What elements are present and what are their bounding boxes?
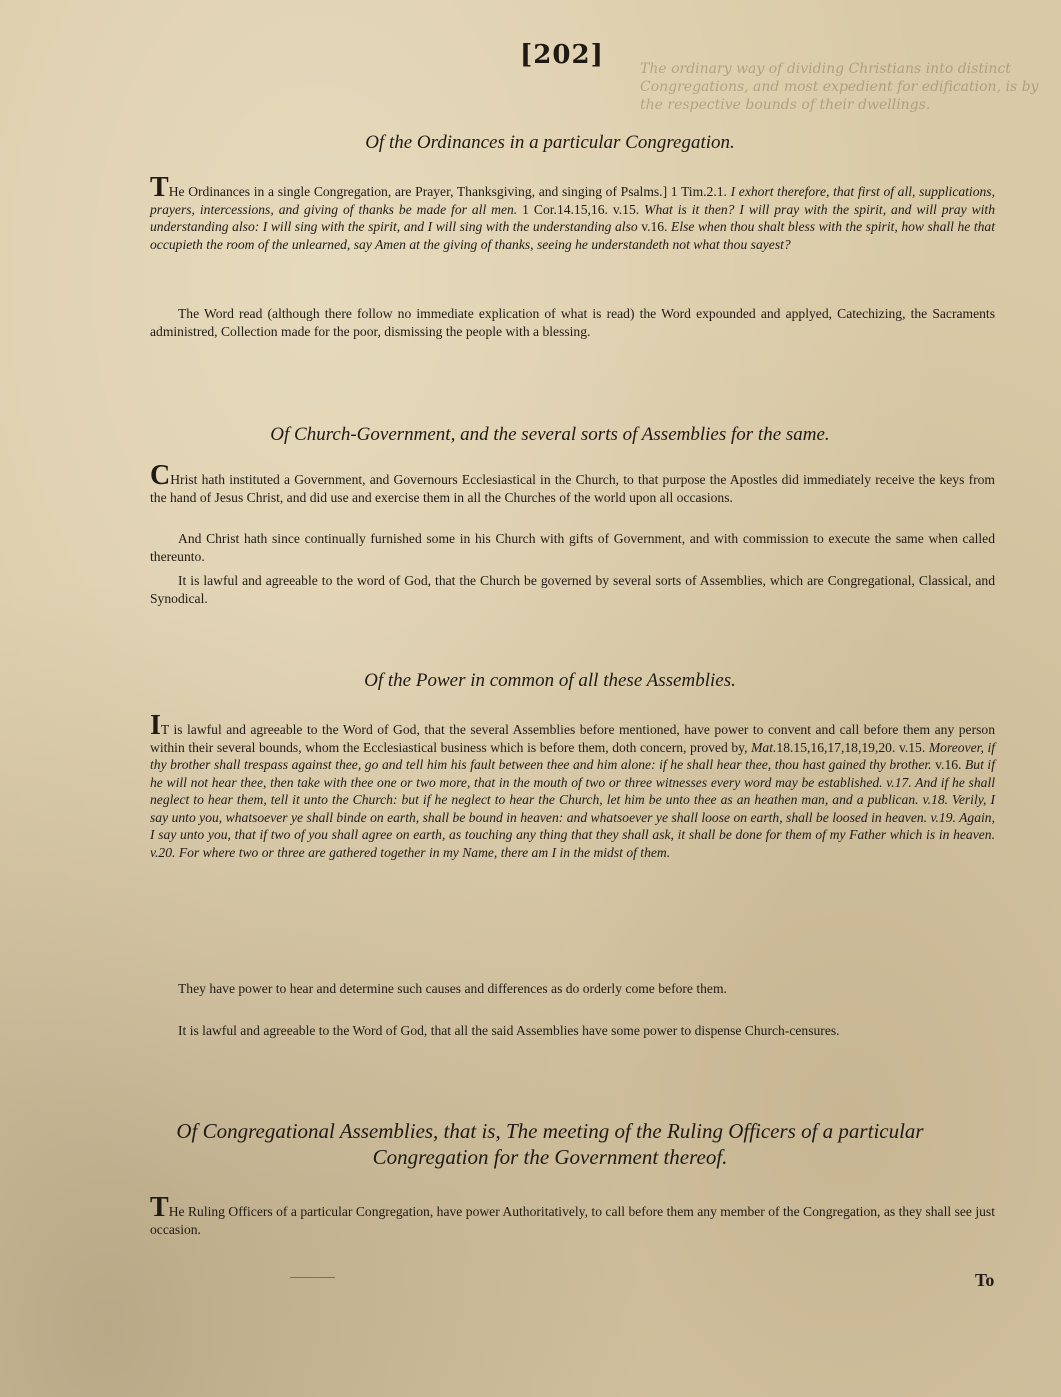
section-heading-ordinances: Of the Ordinances in a particular Congregation. [365,132,735,153]
bleed-through-text: The ordinary way of dividing Christians into distinct Congregations, and most expedient for edification, is by the respective bounds of their dwellings. [640,61,1039,113]
paragraph-government-3: It is lawful and agreeable to the word of God, that the Church be governed by several sorts of Assemblies, which are Congregational, Classical, and Synodical. [150,573,995,606]
text-run: 1 Cor.14.15,16. v.15. [517,201,645,217]
paragraph-power-1 [150,710,995,861]
paragraph-ordinances-2: The Word read (although there follow no immediate explication of what is read) the Word expounded and applyed, Catechizing, the Sacraments administred, Collection made for the poor, dismissing the people with a blessing. [150,306,995,339]
scripture-quote: But if he will not hear thee, then take with thee one or two more, that in the mouth of two or three witnesses every word may be established. v.17. And if he shall neglect to hear them, tell it unto the Church: but if he neglect to hear the Church, let him be unto thee as an heathen man, and a publican. v.18. Verily, I say unto you, whatsoever ye shall binde on earth, shall be bound in heaven: and whatsoever ye shall loose on earth, shall be loosed in heaven. v.19. Again, I say unto you, that if two of you shall agree on earth, as touching any thing that they shall ask, it shall be done for them of my Father which is in heaven. v.20. For where two or three are gathered together in my Name, there am I in the midst of them. [150,757,995,860]
drop-cap: C [150,460,171,491]
text-run: He Ordinances in a single Congregation, are Prayer, Thanksgiving, and singing of Psalms.] 1 Tim.2.1. [168,184,731,199]
paragraph-government-2: And Christ hath since continually furnished some in his Church with gifts of Government, and with commission to execute the same when called thereunto. [150,531,995,564]
page-number: [202] [520,40,604,70]
scripture-quote: Moreover, if thy brother shall trespass against thee, go and tell him his fault between thee and him alone: if he shall hear thee, thou hast gained thy brother. [150,739,995,772]
drop-cap: I [150,710,161,741]
printers-mark [290,1277,335,1278]
text-run: v.16. [637,219,672,234]
drop-cap: T [150,172,169,203]
text-run: He Ruling Officers of a particular Congregation, have power Authoritatively, to call before them any member of the Congregation, as they shall see just occasion. [150,1204,995,1237]
text-run: v.16. [931,757,965,772]
paragraph-ordinances-1 [150,172,996,253]
scripture-quote: Else when thou shalt bless with the spirit, how shall he that occupieth the room of the unlearned, say Amen at the giving of thanks, seeing he understandeth not what thou sayest? [150,219,995,252]
text-run: Hrist hath instituted a Government, and Governours Ecclesiastical in the Church, to that purpose the Apostles did immediately receive the keys from the hand of Jesus Christ, and did use and exercise them in all the Churches of the world upon all occasions. [150,472,995,505]
paragraph-power-2: They have power to hear and determine such causes and differences as do orderly come before them. [178,981,727,996]
scripture-quote: I exhort therefore, that first of all, supplications, prayers, intercessions, and giving of thanks be made for all men. [150,184,995,217]
section-heading-church-government: Of Church-Government, and the several sorts of Assemblies for the same. [270,424,830,445]
paragraph-power-3: It is lawful and agreeable to the Word of God, that all the said Assemblies have some power to dispense Church-censures. [178,1023,840,1038]
section-heading-congregational-assemblies: Of Congregational Assemblies, that is, The meeting of the Ruling Officers of a particular Congregation for the Government thereof. [176,1119,924,1169]
paragraph-government-1 [150,460,995,506]
catchword: To [975,1270,995,1290]
scripture-ref: Mat. [751,739,777,755]
text-run: 18.15,16,17,18,19,20. v.15. [776,739,929,755]
section-heading-power-in-common: Of the Power in common of all these Assemblies. [364,670,736,691]
paragraph-congregational-1 [150,1192,995,1238]
text-run: T is lawful and agreeable to the Word of God, that the several Assemblies before mentioned, have power to convent and call before them any person within their several bounds, whom the Ecclesiastical business which is before them, doth concern, proved by, [150,722,995,755]
drop-cap: T [150,1192,169,1223]
scripture-quote: What is it then? I will pray with the spirit, and will pray with understanding also: I will sing with the spirit, and I will sing with the understanding also [150,201,996,234]
